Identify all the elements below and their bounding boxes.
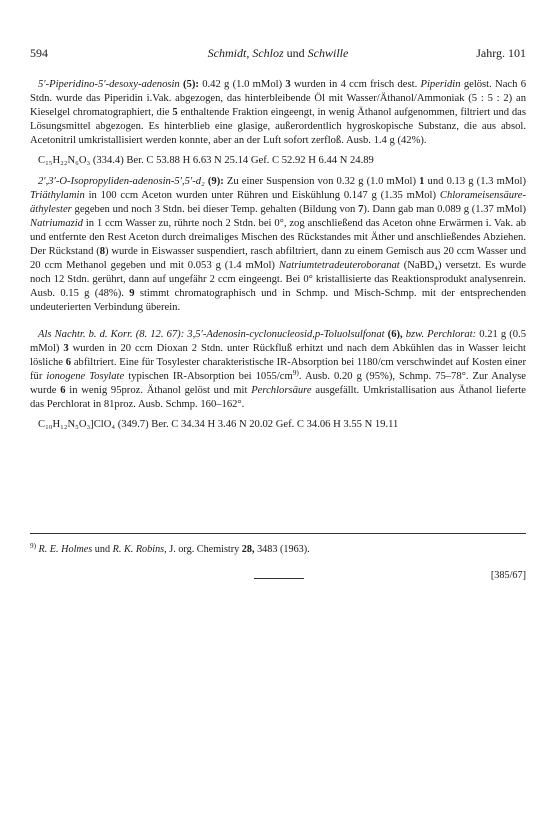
journal-year: Jahrg. 101: [476, 46, 526, 60]
running-title-last: Schwille: [307, 46, 349, 60]
reagent-name: Triäthylamin: [30, 189, 85, 201]
manuscript-reference: [385/67]: [490, 570, 526, 581]
footnote-author: R. K. Robins,: [112, 544, 167, 555]
text-run: abfiltriert. Eine für Tosylester charakteristische IR-Absorption bei 1180/cm verschwindet auf Kosten einer für: [30, 356, 526, 382]
paragraph-compound-9: [30, 175, 526, 316]
running-title-authors: Schmidt, Schloz: [207, 46, 284, 60]
compound-title: 5′-Piperidino-5′-desoxy-adenosin: [38, 79, 180, 90]
addendum-lead: Als Nachtr. b. d. Korr. (8. 12. 67): 3,5′-Adenosin-cyclonucleosid,p-Toluolsulfonat: [38, 328, 385, 340]
elemental-analysis: C₁₀H₁₂N₅O₃]ClO₄ (349.7) Ber. C 34.34 H 3.46 N 20.02 Gef. C 34.06 H 3.55 N 19.11: [38, 419, 399, 431]
text-run: enthaltende Fraktion eingeengt, in wenig Äthanol aufgenommen, filtriert und das Lösungsmittel abgezogen. Es hinterblieb eine glasige, außerordentlich hygroskopische Substanz, die aus absol. Acetonitril umkristallisiert werden konnte, aber an der Luft sofort zerfloß. Ausb. 1.4 g (42%).: [30, 107, 526, 147]
text-run: 3483 (1963).: [254, 544, 310, 555]
footnote-divider: [30, 533, 526, 534]
text-run: stimmt chromatographisch und in Schmp. und Misch-Schmp. mit der entsprechenden undeuterierten Verbindung überein.: [30, 288, 526, 314]
text-run: J. org. Chemistry: [166, 544, 242, 555]
compound-ref: 3: [285, 79, 291, 90]
compound-ref: 8: [99, 246, 106, 258]
reagent-name: Natriumtetradeuteroboranat: [278, 260, 400, 272]
text-run: gegeben und noch 3 Stdn. bei dieser Temp. gehalten (Bildung von: [71, 203, 359, 215]
footnote: [30, 544, 526, 555]
paragraph-compound-5: [30, 78, 526, 148]
page-body: [30, 78, 526, 432]
compound-ref: 3: [63, 342, 69, 354]
elemental-analysis: C₁₅H₂₂N₆O₃ (334.4) Ber. C 53.88 H 6.63 N 25.14 Gef. C 52.92 H 6.44 N 24.89: [38, 155, 374, 167]
text-run: gelöst. Nach 6 Stdn. wurde das Piperidin i.Vak. abgezogen, das hinterbleibende Öl mit Wasser/Äthanol/Ammoniak (5 : 5 : 2) an Kieselgel chromatographiert, die: [30, 79, 526, 119]
compound-number: (9):: [207, 175, 224, 187]
text-run: in 100 ccm Aceton wurden unter Rühren und Eiskühlung 0.147 g (1.35 mMol): [84, 189, 440, 201]
text-run: und: [92, 544, 113, 555]
compound-ref: 1: [419, 175, 425, 187]
text-run: wurden in 20 ccm Dioxan 2 Stdn. unter Rückfluß erhitzt und nach dem Abkühlen das in Wasser leicht lösliche: [30, 342, 526, 368]
reagent-name: Perchlorsäure: [251, 384, 312, 396]
compound-ref: 5: [172, 107, 178, 119]
running-title-und: und: [286, 46, 305, 60]
text-run: 0.21 g (0.5 mMol): [30, 328, 526, 354]
compound-title: 2′,3′-O-Isopropyliden-adenosin-5′,5′-d₂: [38, 175, 205, 187]
page-header: [30, 46, 526, 64]
text-run: (NaBD₄) versetzt. Es wurde noch 12 Stdn. gerührt, dann auf ungefähr 2 ccm eingeengt. Bei 0° kristallisierte das Reaktionsprodukt analysenrein. Ausb. 0.15 g (48%).: [30, 260, 526, 300]
text-run: in wenig 95proz. Äthanol gelöst und mit: [65, 384, 252, 396]
text-run: und 0.13 g (1.3 mMol): [424, 175, 526, 187]
text-run: ausgefällt. Umkristallisation aus Äthanol lieferte das Perchlorat in 81proz. Ausb. Schmp. 160–162°.: [30, 384, 527, 410]
text-run: Zu einer Suspension von 0.32 g (1.0 mMol): [223, 175, 420, 187]
compound-number: (5):: [183, 79, 199, 90]
compound-ref: 6: [60, 384, 66, 396]
text-run: 0.42 g (1.0 mMol): [198, 79, 286, 90]
compound-ref: 7: [358, 203, 364, 215]
footnote-author: R. E. Holmes: [38, 544, 93, 555]
end-rule: [254, 578, 304, 579]
compound-ref: 9: [129, 288, 135, 300]
paragraph-addendum: [30, 328, 526, 413]
text-run: ) wurde in Eiswasser suspendiert, rasch abfiltriert, dann zu einem Gemisch aus 20 ccm Wasser und 20 ccm Methanol gegeben und mit 0.053 g (1.4 mMol): [30, 246, 526, 272]
compound-number: (6),: [387, 328, 403, 340]
reagent-name: Piperidin: [420, 79, 461, 90]
footnote-mark: 9): [30, 542, 36, 550]
footnote-volume: 28,: [241, 544, 255, 555]
text-run: typischen IR-Absorption bei 1055/cm: [124, 370, 293, 382]
compound-ref: 6: [65, 356, 72, 368]
page-number: 594: [30, 46, 48, 60]
addendum-lead-cont: bzw. Perchlorat:: [402, 328, 477, 340]
running-title: [30, 46, 526, 61]
text-run: . Ausb. 0.20 g (95%), Schmp. 75–78°. Zur Analyse wurde: [30, 370, 526, 396]
text-run: wurden in 4 ccm frisch dest.: [290, 79, 421, 90]
reagent-name: ionogene Tosylate: [46, 370, 125, 382]
reagent-name: Natriumazid: [30, 217, 83, 229]
text-run: ). Dann gab man 0.089 g (1.37 mMol): [363, 203, 526, 215]
text-run: in 1 ccm Wasser zu, rührte noch 2 Stdn. bei 0°, zog anschließend das Aceton ohne Erwärmen i. Vak. ab und entfernte den Rest Aceton durch dreimaliges Mischen des Rückstandes mit Äther und anschließendes Abziehen. Der Rückstand (: [30, 217, 526, 258]
footnote-ref[interactable]: 9): [292, 367, 299, 377]
reagent-name: Chlorameisensäure-äthylester: [30, 189, 526, 215]
